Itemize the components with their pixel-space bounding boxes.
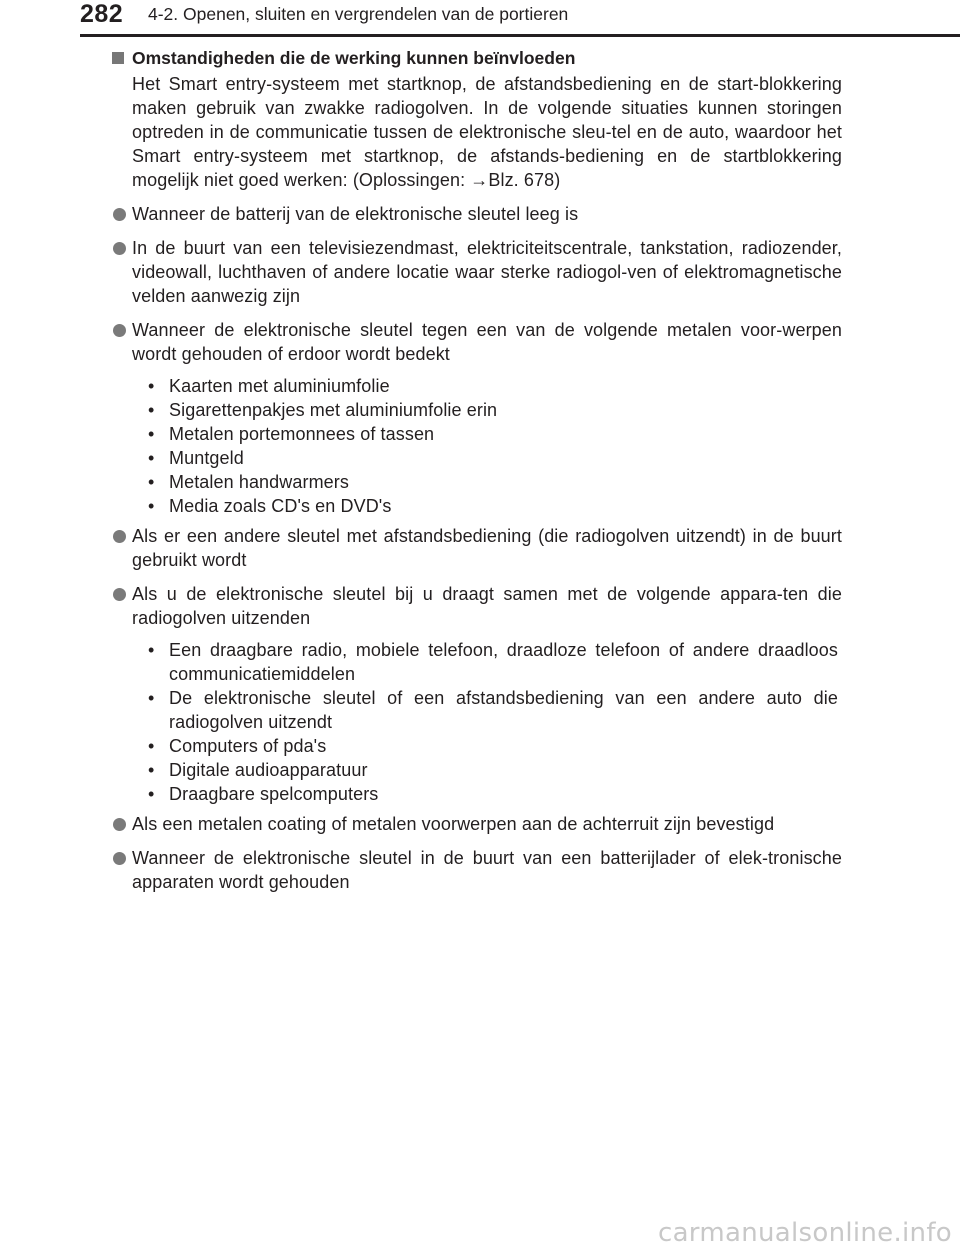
circle-bullet-icon xyxy=(113,208,126,221)
list-item-text: Als u de elektronische sleutel bij u draagt samen met de volgende appara-ten die radiogolven uitzenden xyxy=(132,584,842,628)
dot-marker-icon: • xyxy=(148,784,155,804)
list-item xyxy=(112,318,842,366)
sub-list-item xyxy=(148,686,838,734)
sub-list-item-text: Kaarten met aluminiumfolie xyxy=(169,376,390,396)
sub-list-item-text: Computers of pda's xyxy=(169,736,327,756)
dot-marker-icon: • xyxy=(148,400,155,420)
list-item-text: Wanneer de batterij van de elektronische sleutel leeg is xyxy=(132,204,579,224)
circle-bullet-icon xyxy=(113,530,126,543)
list-item xyxy=(112,202,842,226)
sub-list-item-text: Draagbare spelcomputers xyxy=(169,784,379,804)
list-item xyxy=(112,846,842,894)
chapter-title: 4-2. Openen, sluiten en vergrendelen van de portieren xyxy=(148,4,569,24)
dot-marker-icon: • xyxy=(148,736,155,756)
sub-list-item-text: Digitale audioapparatuur xyxy=(169,760,368,780)
metal-objects-list xyxy=(148,374,842,518)
list-item xyxy=(112,236,842,308)
dot-marker-icon: • xyxy=(148,688,155,708)
list-item-text: Wanneer de elektronische sleutel tegen een van de volgende metalen voor-werpen wordt gehouden of erdoor wordt bedekt xyxy=(132,320,842,364)
circle-bullet-icon xyxy=(113,588,126,601)
list-item xyxy=(112,524,842,572)
sub-list-item-text: Een draagbare radio, mobiele telefoon, draadloze telefoon of andere draadloos communicatiemiddelen xyxy=(169,640,838,684)
section-heading-text: Omstandigheden die de werking kunnen beïnvloeden xyxy=(132,48,576,68)
header-rule xyxy=(80,34,960,37)
list-item-text: Als een metalen coating of metalen voorwerpen aan de achterruit zijn bevestigd xyxy=(132,814,775,834)
watermark: carmanualsonline.info xyxy=(657,1218,952,1248)
radio-devices-list xyxy=(148,638,842,806)
page-header xyxy=(0,0,960,36)
sub-list-item-text: Metalen handwarmers xyxy=(169,472,349,492)
sub-list-item xyxy=(148,470,838,494)
section-heading xyxy=(112,46,842,70)
list-item xyxy=(112,812,842,836)
circle-bullet-icon xyxy=(113,818,126,831)
page-number: 282 xyxy=(80,0,124,28)
dot-marker-icon: • xyxy=(148,760,155,780)
sub-list-item-text: Metalen portemonnees of tassen xyxy=(169,424,435,444)
square-icon xyxy=(112,52,124,64)
sub-list-item xyxy=(148,758,838,782)
dot-marker-icon: • xyxy=(148,496,155,516)
sub-list-item xyxy=(148,446,838,470)
circle-bullet-icon xyxy=(113,852,126,865)
dot-marker-icon: • xyxy=(148,448,155,468)
dot-marker-icon: • xyxy=(148,376,155,396)
circle-bullet-icon xyxy=(113,242,126,255)
list-item-text: Als er een andere sleutel met afstandsbediening (die radiogolven uitzendt) in de buurt gebruikt wordt xyxy=(132,526,842,570)
circle-bullet-icon xyxy=(113,324,126,337)
sub-list-item-text: Media zoals CD's en DVD's xyxy=(169,496,392,516)
sub-list-item xyxy=(148,782,838,806)
sub-list-item xyxy=(148,398,838,422)
sub-list-item xyxy=(148,734,838,758)
dot-marker-icon: • xyxy=(148,424,155,444)
sub-list-item xyxy=(148,422,838,446)
sub-list-item xyxy=(148,638,838,686)
list-item-text: Wanneer de elektronische sleutel in de buurt van een batterijlader of elek-tronische apparaten wordt gehouden xyxy=(132,848,842,892)
dot-marker-icon: • xyxy=(148,472,155,492)
sub-list-item-text: Sigarettenpakjes met aluminiumfolie erin xyxy=(169,400,498,420)
list-item xyxy=(112,582,842,630)
sub-list-item-text: Muntgeld xyxy=(169,448,244,468)
dot-marker-icon: • xyxy=(148,640,155,660)
page-content xyxy=(112,46,842,904)
sub-list-item xyxy=(148,494,838,518)
list-item-text: In de buurt van een televisiezendmast, elektriciteitscentrale, tankstation, radiozender, videowall, luchthaven of andere locatie waar sterke radiogol-ven of elektromagnetische velden aanwezig zijn xyxy=(132,238,842,306)
intro-paragraph: Het Smart entry-systeem met startknop, de afstandsbediening en de start-blokkering maken gebruik van zwakke radiogolven. In de volgende situaties kunnen storingen optreden in de communicatie tussen de elektronische sleu-tel en de auto, waardoor het Smart entry-systeem met startknop, de afstands-bediening en de startblokkering mogelijk niet goed werken: (Oplossingen: →Blz. 678) xyxy=(132,74,842,190)
sub-list-item-text: De elektronische sleutel of een afstandsbediening van een andere auto die radiogolven uitzendt xyxy=(169,688,838,732)
sub-list-item xyxy=(148,374,838,398)
